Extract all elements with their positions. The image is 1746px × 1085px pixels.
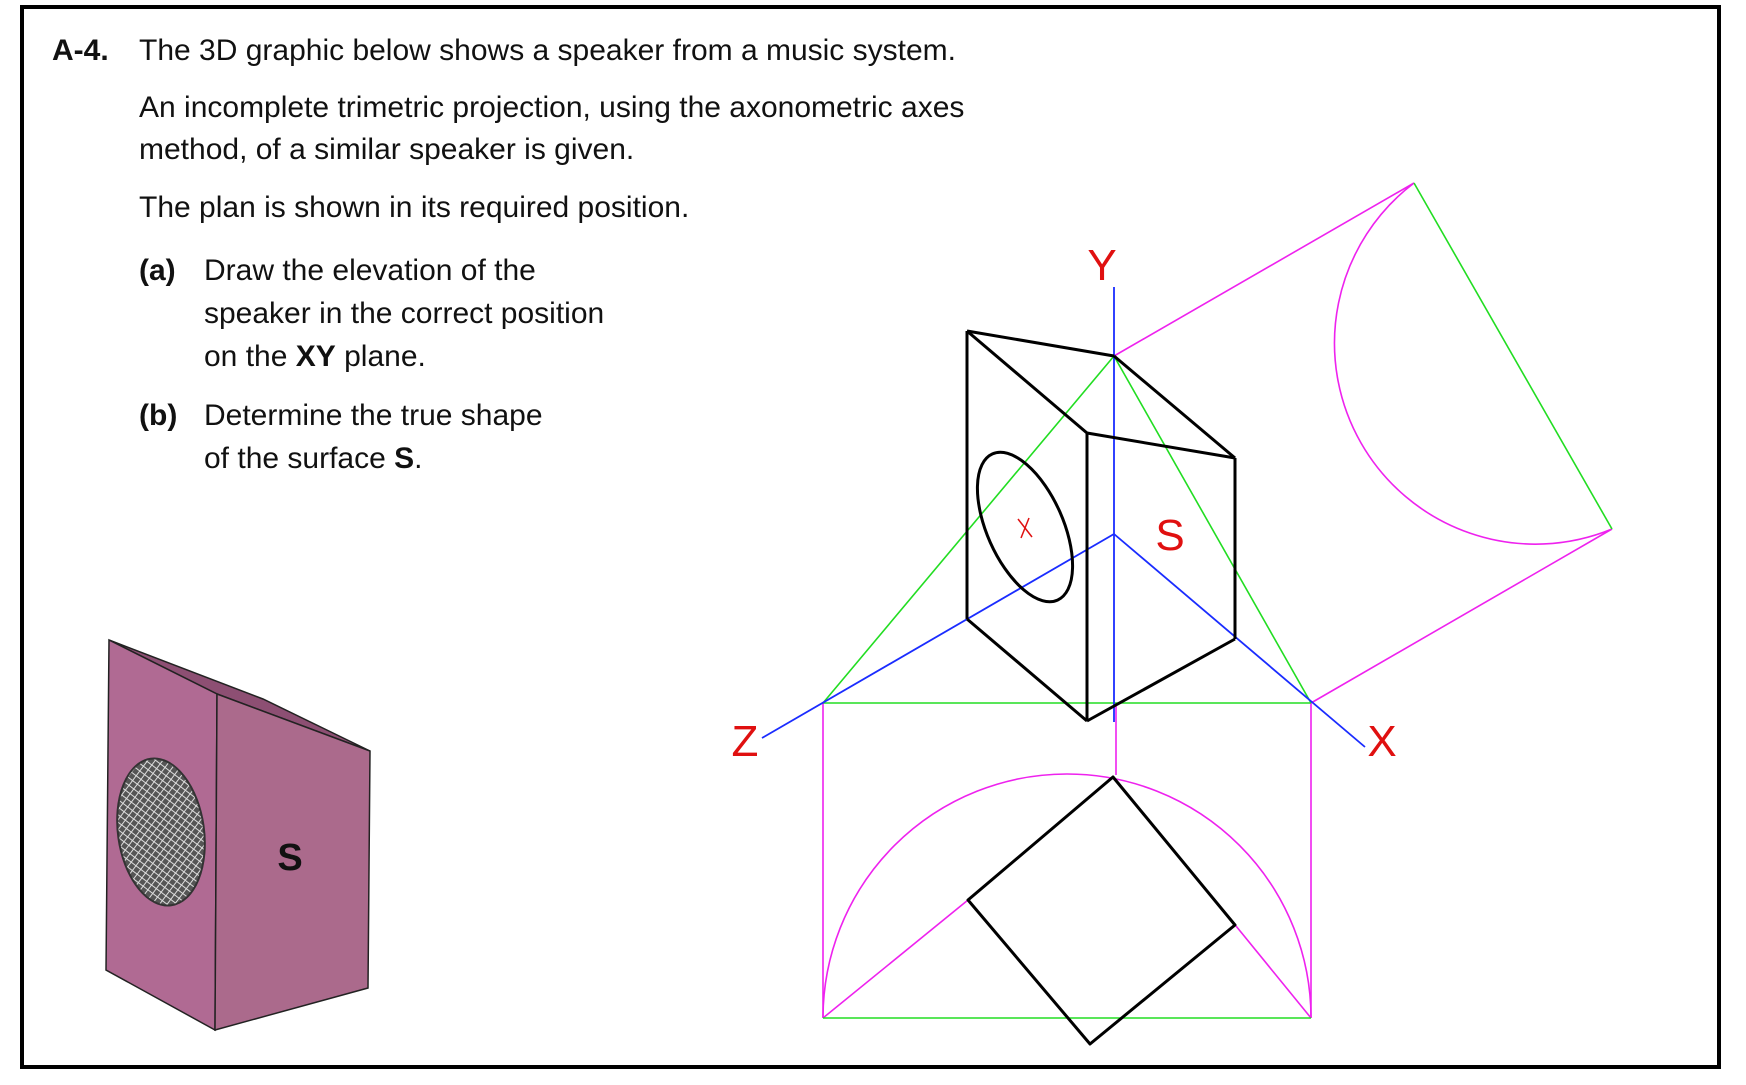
question-line-4: The plan is shown in its required position.: [139, 191, 690, 224]
question-line-3: method, of a similar speaker is given.: [139, 133, 635, 166]
axis-label-y: Y: [1087, 241, 1117, 290]
part-a-label: (a): [139, 254, 176, 287]
projection-surface-label: S: [1155, 511, 1185, 560]
axis-label-x: X: [1367, 717, 1397, 766]
part-a-line-3: on the XY plane.: [204, 340, 426, 373]
graphic-surface-label: S: [277, 837, 303, 879]
part-a-line-2: speaker in the correct position: [204, 297, 605, 330]
magenta-construction: [823, 183, 1612, 1018]
axis-label-z: Z: [731, 717, 759, 766]
plan-square: [968, 777, 1235, 1044]
part-b-line-1: Determine the true shape: [204, 399, 543, 432]
green-construction: [823, 183, 1612, 1018]
part-b-line-2: of the surface S.: [204, 442, 423, 475]
speaker-centre-mark: [1018, 518, 1032, 538]
part-a-line-1: Draw the elevation of the: [204, 254, 536, 287]
part-b-label: (b): [139, 399, 178, 432]
question-line-2: An incomplete trimetric projection, using the axonometric axes: [139, 91, 965, 124]
speaker-projection-lines: [958, 331, 1235, 1044]
x-axis: [1114, 534, 1365, 747]
question-number: A-4.: [52, 34, 109, 67]
question-intro: The 3D graphic below shows a speaker from a music system.: [139, 34, 956, 67]
z-axis: [762, 534, 1114, 738]
